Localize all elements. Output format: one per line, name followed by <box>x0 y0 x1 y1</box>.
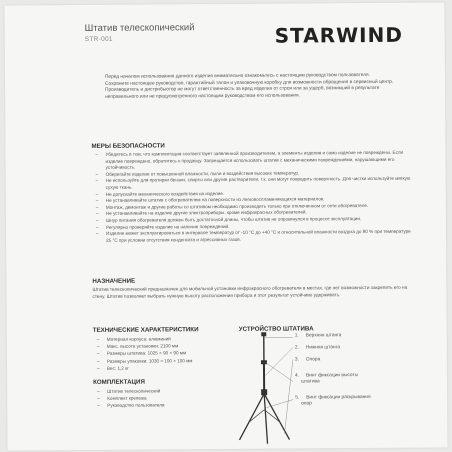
device-heading: УСТРОЙСТВО ШТАТИВА <box>238 325 314 333</box>
safety-item: – Убедитесь в том, что комплектация соответствует заявленной производителем, а элементы изделия и само изделие не повреждены. Если изделие повреждено, обратитесь к продавцу. Запрещается использовать штатив с механическими повреждениями, нарушающими его устойчивость. <box>95 150 413 172</box>
spec-item: – Размеры упаковки: 1030 × 100 × 100 мм <box>97 356 247 364</box>
safety-item: – Монтаж, демонтаж и другие работы со штативом необходимо производить только при отключенном от сети обогревателе. <box>96 202 414 211</box>
safety-item: – Не допускайте механического воздействия на изделие. <box>96 189 414 198</box>
safety-item: – Регулярно проверяйте изделие на наличие повреждений. <box>96 222 414 231</box>
kit-item: – Руководство пользователя <box>97 401 247 409</box>
kit-item: – Комплект крепежа <box>97 394 247 402</box>
brand-logo: STARWIND <box>274 22 403 48</box>
height-lock-collar <box>261 361 266 364</box>
safety-item: – Не используйте для протирки бензин, спирты или другие растворители, т.к. они могут повредить поверхность. Для чистки используйте мягкую сухую ткань. <box>96 176 414 191</box>
legend-item-1: 1. Верхняя штанга <box>294 333 342 339</box>
legend-item-5: 5. Винт фиксации раскрывания опор <box>295 394 371 407</box>
device-legend <box>295 333 376 408</box>
intro-paragraph: Перед началом использования данного изделия внимательно ознакомьтесь с настоящим руководством пользователя. Сохраните настоящее руководство, гарантийный талон и упаковочную коробку для возможности обращения в сервисный центр. Производитель и дистрибьютор не могут ответственность за вред изделия от строя или за ущерб, возникший в результате неправильного или не предусмотренного настоящим руководством его использования. <box>104 72 394 100</box>
spec-item: – Материал корпуса: алюминий <box>97 335 247 343</box>
legend-item-2: 2. Нижняя штанга <box>294 345 341 351</box>
spec-item: – Размеры штатива: 1025 × 90 × 90 мм <box>97 349 247 357</box>
legend-item-4: 4. Винт фиксации высоты штатива <box>295 373 359 385</box>
spec-item: – Макс. высота установки: 2100 мм <box>97 342 247 350</box>
page-title: Штатив телескопический <box>84 22 195 34</box>
brace-left <box>249 410 264 422</box>
legend-item-3: 3. Опора <box>294 357 321 363</box>
kit-heading: КОМПЛЕКТАЦИЯ <box>93 378 145 386</box>
kit-list <box>97 387 247 410</box>
safety-item: – Не устанавливайте штатив с обогревателем на поверхности из легковоспламеняющихся материалов. <box>96 196 414 205</box>
tripod-illustration <box>229 331 300 449</box>
manual-page <box>4 2 447 450</box>
purpose-text: Штатив телескопический предназначен для мобильной установки инфракрасного обогревателя в местах, где нет возможности закрепить его на стену. Штатив позволяет выбрать нужную высоту расположения прибора и этот результат устойчиво удерживать. <box>92 284 408 299</box>
safety-item: – Оберегайте изделие от повышенной влажности, пыли и воздействия высоких температур. <box>96 169 414 178</box>
top-cap <box>262 333 266 336</box>
purpose-heading: НАЗНАЧЕНИЕ <box>92 277 136 285</box>
kit-item: – Штатив телескопический <box>97 387 247 395</box>
safety-item: – Не устанавливайте на изделие другие электроприборы, кроме инфракрасных обогревателей. <box>96 209 414 218</box>
safety-item: – Изделие может эксплуатироваться в интервале температур от -10 °С до +40 °С и относительной влажности воздуха до 80 % при температуре 25 °С при условии отсутствия конденсата и агрессивных газов. <box>96 229 414 244</box>
spec-item: – Вес: 1,2 кг <box>97 364 247 372</box>
specs-heading: ТЕХНИЧЕСКИЕ ХАРАКТЕРИСТИКИ <box>92 326 199 334</box>
leg-right <box>264 394 289 440</box>
safety-item: – Шнур питания обогревателя должен быть достаточной длины, чтобы штатив не опрокинулся в процессе эксплуатации. <box>96 216 414 225</box>
specs-list <box>97 335 247 372</box>
leg-center <box>264 394 267 444</box>
safety-heading: МЕРЫ БЕЗОПАСНОСТИ <box>91 142 165 150</box>
model-number: STR-001 <box>84 35 113 43</box>
safety-list <box>95 150 414 245</box>
leg-left <box>239 394 264 440</box>
